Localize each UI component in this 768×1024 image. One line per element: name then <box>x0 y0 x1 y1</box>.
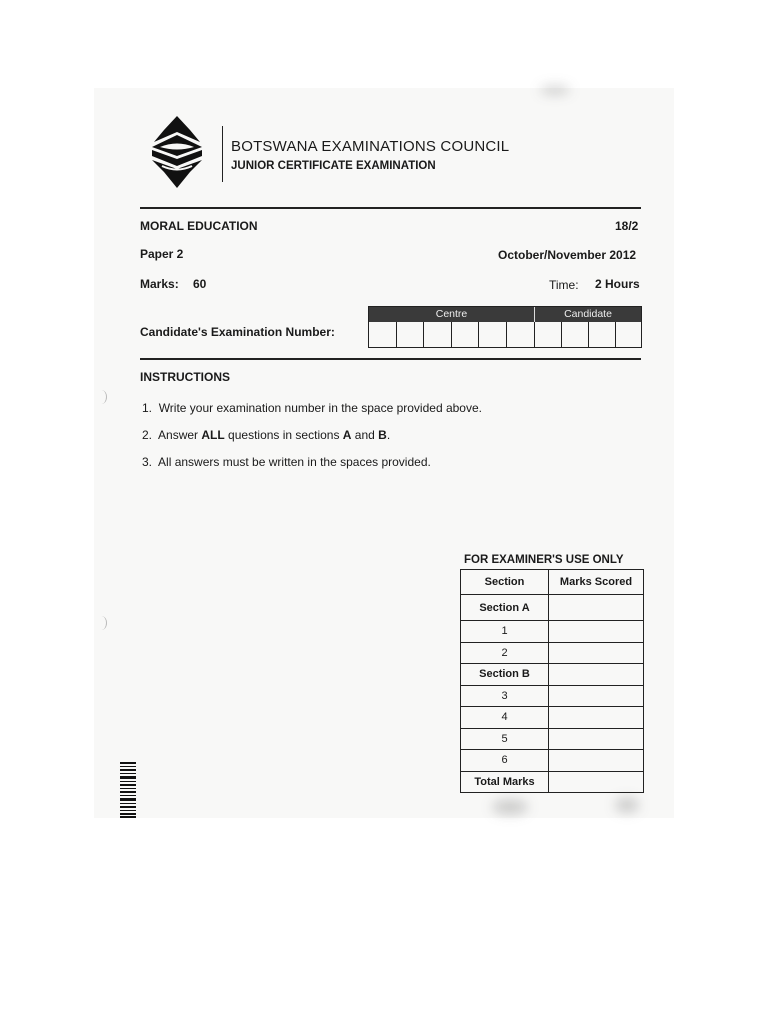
marks-cell[interactable] <box>549 685 644 707</box>
table-row <box>461 642 644 664</box>
number-box[interactable] <box>369 322 397 348</box>
number-box[interactable] <box>479 322 507 348</box>
table-row <box>461 750 644 772</box>
instruction-emphasis: B <box>378 428 387 442</box>
question-number: 4 <box>461 707 549 729</box>
instruction-number: 2. <box>142 428 153 442</box>
paper-number: Paper 2 <box>140 247 184 261</box>
time-value: 2 Hours <box>595 277 640 291</box>
table-header-row <box>461 570 644 595</box>
scan-smudge <box>540 86 570 94</box>
number-box[interactable] <box>424 322 452 348</box>
marks-cell[interactable] <box>549 664 644 686</box>
marks-cell[interactable] <box>549 707 644 729</box>
instruction-emphasis: A <box>342 428 352 442</box>
marks-cell[interactable] <box>549 750 644 772</box>
examiner-table <box>460 569 644 793</box>
question-number: 6 <box>461 750 549 772</box>
question-number: 2 <box>461 642 549 664</box>
instructions-heading: INSTRUCTIONS <box>140 370 230 384</box>
instruction-number: 1. <box>142 401 153 415</box>
scan-smudge <box>615 798 639 812</box>
candidate-number-label: Candidate's Examination Number: <box>140 325 335 339</box>
council-name: BOTSWANA EXAMINATIONS COUNCIL <box>231 138 510 155</box>
punch-hole <box>96 616 107 630</box>
instruction-text: and <box>351 428 379 442</box>
column-header-section: Section <box>461 570 549 595</box>
table-row <box>461 771 644 793</box>
time-label: Time: <box>549 278 579 292</box>
table-row <box>461 595 644 621</box>
instruction-number: 3. <box>142 455 153 469</box>
exam-name: JUNIOR CERTIFICATE EXAMINATION <box>231 160 436 172</box>
examiner-title: FOR EXAMINER'S USE ONLY <box>464 554 624 566</box>
instruction-text: Write your examination number in the space provided above. <box>158 401 482 415</box>
number-box[interactable] <box>452 322 479 348</box>
number-box[interactable] <box>535 322 562 348</box>
instruction-3 <box>142 455 431 469</box>
instruction-text: questions in sections <box>224 428 343 442</box>
candidate-header: Candidate <box>535 307 641 322</box>
marks-cell[interactable] <box>549 728 644 750</box>
marks-cell[interactable] <box>549 621 644 643</box>
rule <box>140 207 641 209</box>
marks-cell[interactable] <box>549 595 644 621</box>
question-number: 5 <box>461 728 549 750</box>
instruction-1 <box>142 401 482 415</box>
table-row <box>461 621 644 643</box>
centre-cells <box>369 322 641 348</box>
session: October/November 2012 <box>498 248 637 262</box>
marks-label: Marks: <box>140 277 179 291</box>
number-box[interactable] <box>397 322 424 348</box>
question-number: 3 <box>461 685 549 707</box>
number-box[interactable] <box>507 322 535 348</box>
rule <box>140 358 641 360</box>
subject: MORAL EDUCATION <box>140 219 258 233</box>
section-label: Section B <box>461 664 549 686</box>
instruction-text: All answers must be written in the spaces provided. <box>158 455 431 469</box>
number-box[interactable] <box>616 322 641 348</box>
column-header-marks: Marks Scored <box>549 570 644 595</box>
instruction-text: Answer <box>158 428 202 442</box>
number-box[interactable] <box>589 322 616 348</box>
table-row <box>461 664 644 686</box>
total-label: Total Marks <box>461 771 549 793</box>
header-divider <box>222 126 223 182</box>
centre-header: Centre <box>369 307 535 322</box>
marks-value: 60 <box>193 277 207 291</box>
paper-code: 18/2 <box>615 219 639 233</box>
table-row <box>461 728 644 750</box>
number-box[interactable] <box>562 322 589 348</box>
section-label: Section A <box>461 595 549 621</box>
table-row <box>461 707 644 729</box>
table-row <box>461 685 644 707</box>
scan-smudge <box>492 800 528 814</box>
barcode <box>120 762 136 818</box>
punch-hole <box>96 390 107 404</box>
instruction-text: . <box>386 428 391 442</box>
question-number: 1 <box>461 621 549 643</box>
bec-logo <box>150 116 204 188</box>
marks-cell[interactable] <box>549 642 644 664</box>
total-marks-cell[interactable] <box>549 771 644 793</box>
exam-number-grid <box>368 306 642 348</box>
instruction-2 <box>142 428 390 442</box>
instruction-emphasis: ALL <box>201 428 225 442</box>
